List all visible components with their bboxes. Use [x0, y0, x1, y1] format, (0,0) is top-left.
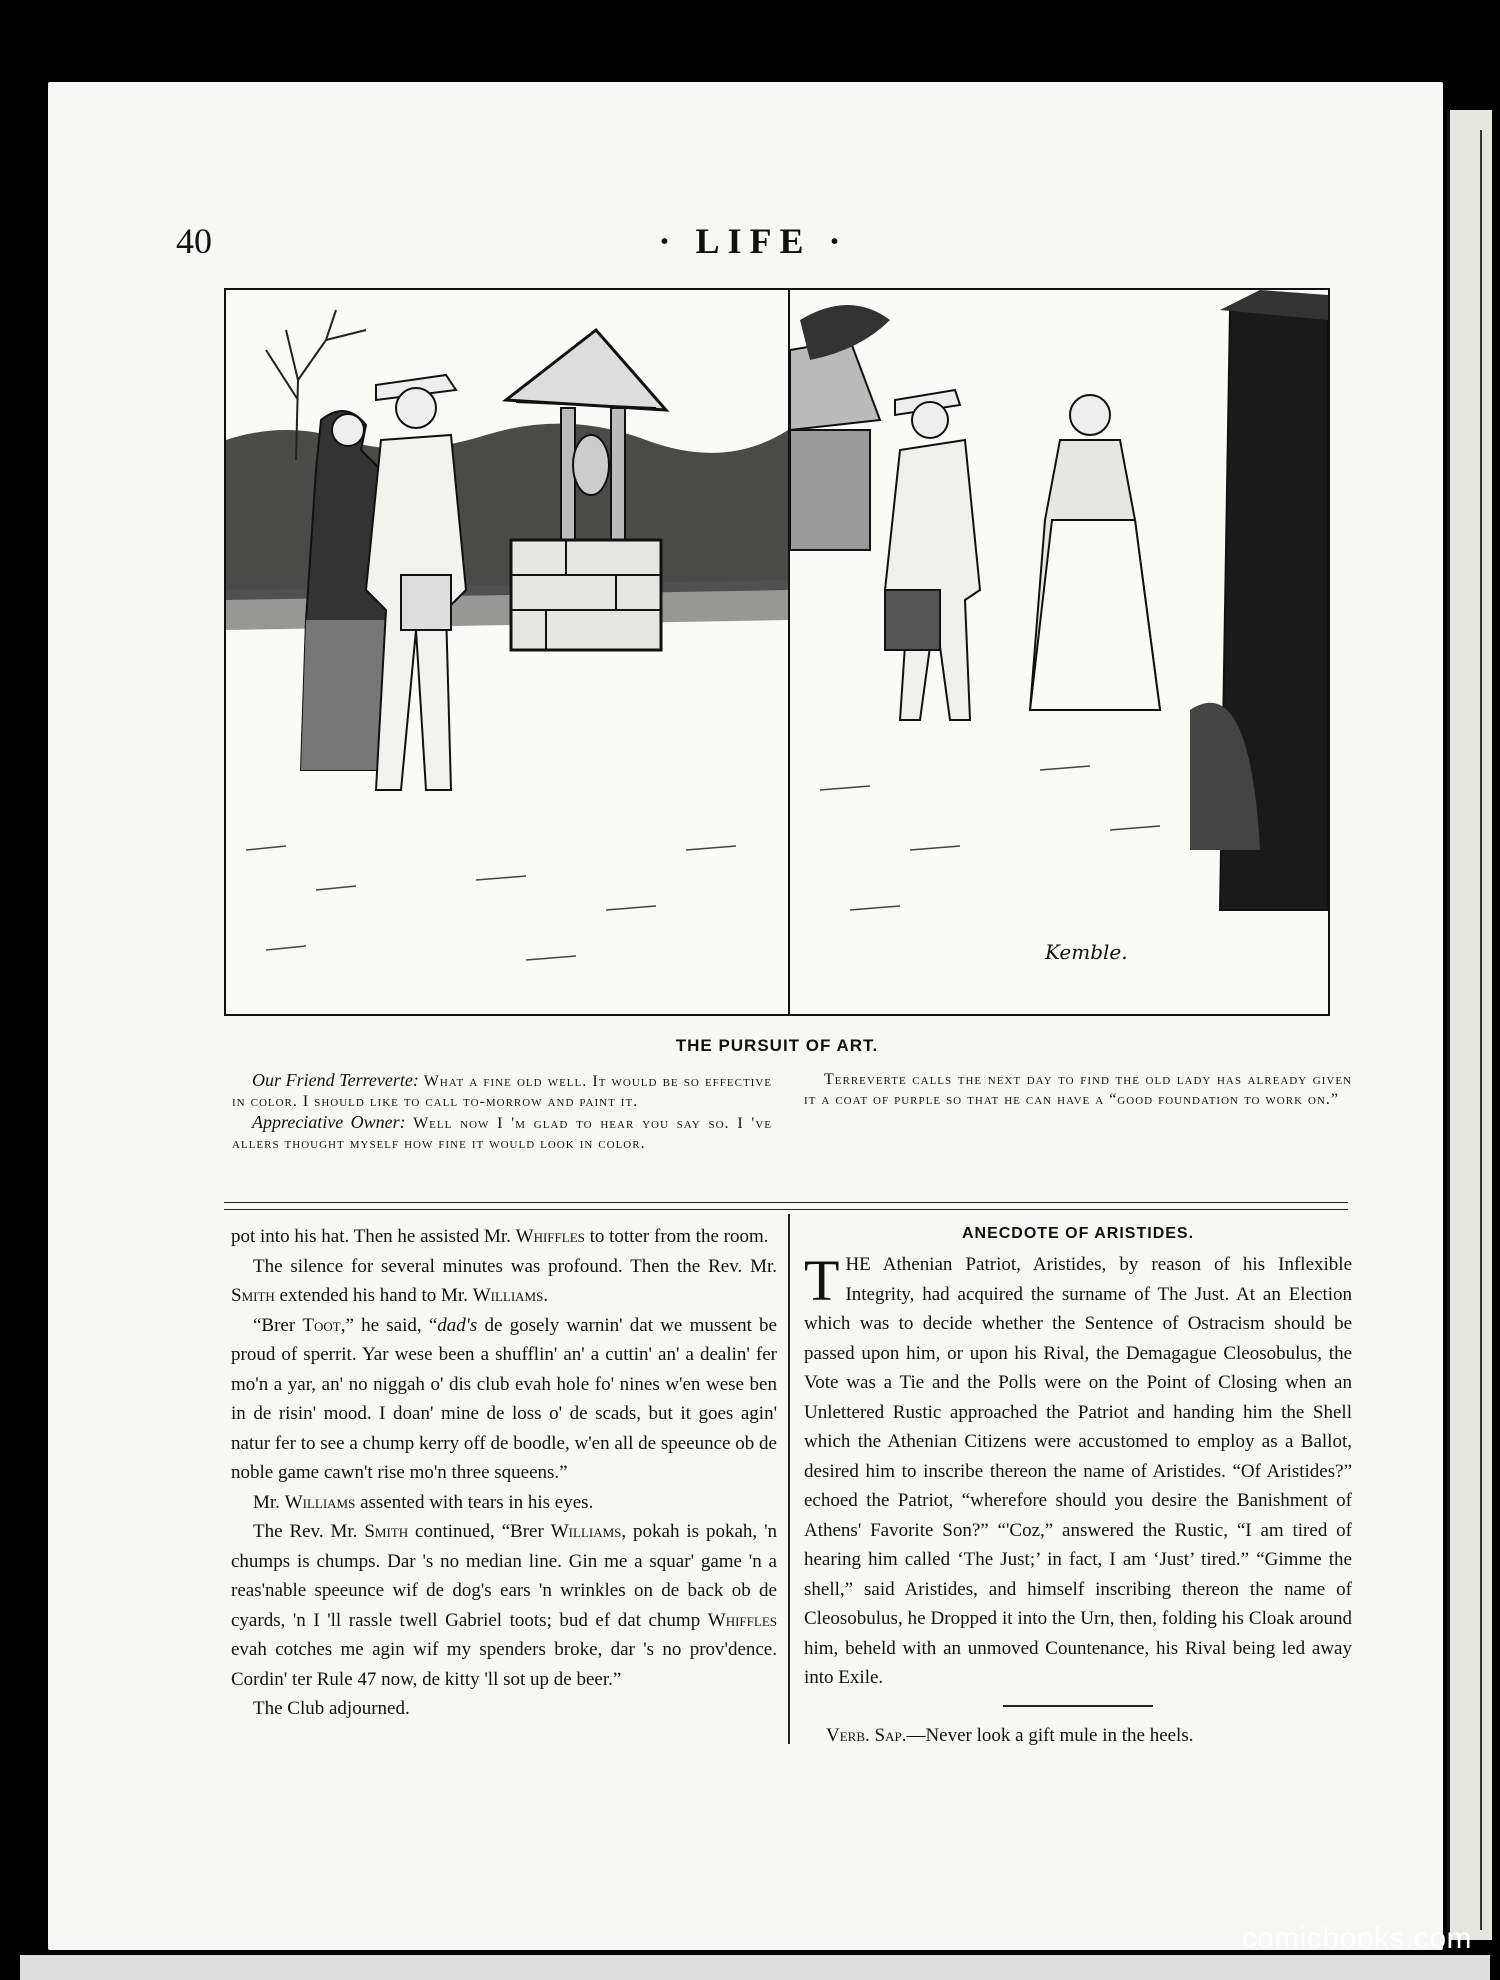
story-paragraph-2: The silence for several minutes was profound. Then the Rev. Mr. Smith extended his hand to Mr. Williams. [231, 1255, 777, 1306]
anecdote-column [804, 1222, 1352, 1750]
column-divider [788, 1214, 790, 1744]
cartoon-panel-left [226, 290, 790, 1014]
caption-line-1: What a fine old well. It would be so effective in color. I should like to call to-morrow and paint it. [232, 1073, 773, 1110]
caption-left-column [232, 1070, 772, 1154]
story-paragraph-3: “Brer Toot,” he said, “dad's de gosely warnin' dat we mussent be proud of sperrit. Yar wese been a shufflin' an' a cuttin' an' a dealin' fer mo'n a yar, an' no niggah o' dis club evah hole fo' nines w'en wese ben in de risin' mood. I doan' mine de loss o' de scads, but it goes agin' natur fer to see a chump kerry off de boodle, w'en all de speeunce ob de noble game cawn't rise mo'n three squeens.” [231, 1314, 777, 1483]
caption-line-2: Well now I 'm glad to hear you say so. I 've allers thought myself how fine it would look in color. [232, 1115, 772, 1152]
cartoon-illustration [224, 288, 1330, 1016]
cartoon-panel-right [790, 290, 1328, 1014]
artist-signature: Kemble. [1045, 940, 1128, 964]
drop-cap: T [804, 1248, 840, 1313]
caption-speaker-1: Our Friend Terreverte: [252, 1070, 419, 1090]
caption-right-column [804, 1070, 1352, 1110]
story-paragraph-1: pot into his hat. Then he assisted Mr. Whiffles to totter from the room. [231, 1226, 769, 1247]
verb-sap-line: Verb. Sap.—Never look a gift mule in the heels. [826, 1724, 1194, 1746]
page-number: 40 [176, 221, 212, 261]
anecdote-title: ANECDOTE OF ARISTIDES. [961, 1225, 1195, 1242]
caption-outcome: Terreverte calls the next day to find the old lady has already given it a coat of purple so that he can have a “good foundation to work on.” [804, 1071, 1352, 1108]
caption-title: THE PURSUIT OF ART. [675, 1036, 879, 1055]
watermark: comicbooks.com [1241, 1922, 1472, 1955]
story-paragraph-5: The Rev. Mr. Smith continued, “Brer Williams, pokah is pokah, 'n chumps is chumps. Dar 's no median line. Gin me a squar' game 'n a reas'nable speeunce wif de dog's ears 'n wrinkles on de back ob de cyards, 'n I 'll rassle twell Gabriel toots; bud ef dat chump Whiffles evah cotches me agin wif my spenders broke, dar 's no prov'dence. Cordin' ter Rule 47 now, de kitty 'll sot up de beer.” [231, 1521, 777, 1690]
bottom-page-strip [20, 1955, 1490, 1980]
anecdote-paragraph: THE Athenian Patriot, Aristides, by reason of his Inflexible Integrity, had acquired the surname of The Just. At an Election which was to decide whether the Sentence of Ostracism should be passed upon him, or upon his Rival, the Demagague Cleosobulus, the Vote was a Tie and the Polls were on the Point of Closing when an Unlettered Rustic approached the Patriot and handing him the Shell which the Athenian Citizens were accustomed to employ as a Ballot, desired him to inscribe thereon the name of Aristides. “Of Aristides?” echoed the Patriot, “wherefore should you desire the Banishment of Athens' Favorite Son?” “'Coz,” answered the Rustic, “I am tired of hearing him called ‘The Just;’ in fact, I am ‘Just’ tired.” “Gimme the shell,” said Aristides, and himself inscribing thereon the name of Cleosobulus, he Dropped it into the Urn, then, folding his Cloak around him, beheld with an unmoved Countenance, his Rival being led away into Exile. [804, 1248, 1352, 1688]
short-rule [1003, 1705, 1153, 1707]
well-scene-drawing [226, 290, 788, 1014]
section-divider-rule [224, 1202, 1348, 1210]
page-header [176, 220, 1331, 270]
caption-speaker-2: Appreciative Owner: [252, 1112, 406, 1132]
story-left-column [231, 1222, 777, 1724]
story-paragraph-4: Mr. Williams assented with tears in his eyes. [253, 1491, 594, 1513]
painted-well-scene-drawing [790, 290, 1328, 1014]
story-paragraph-6: The Club adjourned. [253, 1698, 410, 1719]
next-page-binding-line [1480, 130, 1482, 1930]
magazine-title: · LIFE · [658, 221, 849, 261]
caption-dialogue-2 [232, 1112, 772, 1154]
caption-dialogue-1 [232, 1070, 772, 1112]
next-page-edge [1447, 110, 1492, 1940]
